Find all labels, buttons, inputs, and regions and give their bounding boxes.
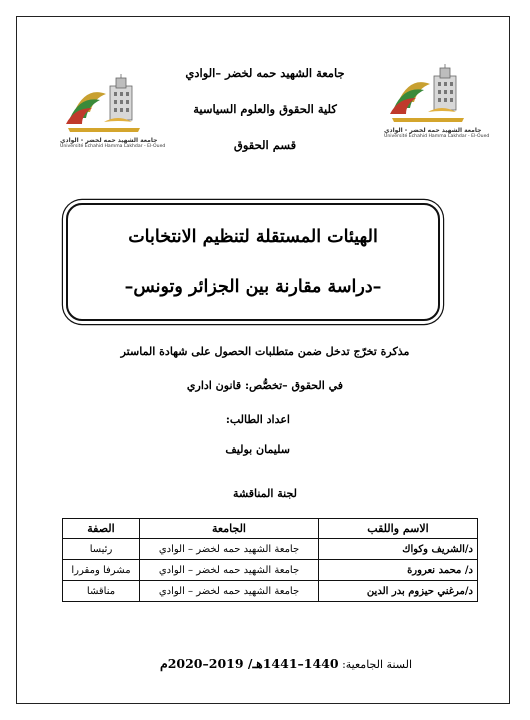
university-name: جامعة الشهيد حمه لخضر –الوادي: [185, 66, 345, 80]
member-name: د/مرغني حيزوم بدر الدين: [319, 581, 478, 602]
committee-table: [62, 518, 478, 602]
department-name: قسم الحقوق: [233, 138, 297, 152]
academic-year-label: السنة الجامعية:: [342, 658, 412, 671]
memo-purpose: مذكرة تخرّج تدخل ضمن متطلبات الحصول على شهادة الماستر: [120, 345, 410, 358]
member-name: د/ محمد نعرورة: [319, 560, 478, 581]
member-university: جامعة الشهيد حمه لخضر – الوادي: [140, 581, 319, 602]
logo-caption-fr: Université Echahid Hamma Lakhdar - El-Oued: [60, 144, 166, 149]
thesis-title: الهيئات المستقلة لتنظيم الانتخابات: [128, 227, 378, 247]
member-name: د/الشريف وكواك: [319, 539, 478, 560]
university-logo-left: [60, 72, 166, 150]
column-header-name: الاسم واللقب: [319, 519, 478, 539]
member-role: مشرفا ومقررا: [63, 560, 140, 581]
academic-year: [160, 656, 412, 671]
table-row: [63, 581, 478, 602]
table-row: [63, 560, 478, 581]
member-role: رئيسا: [63, 539, 140, 560]
logo-caption-ar: جامعة الشهيد حمه لخضر - الوادي: [384, 127, 482, 134]
student-name: سليمان بوليف: [225, 443, 290, 456]
university-emblem-icon: [384, 62, 472, 128]
title-box: [66, 203, 440, 321]
member-university: جامعة الشهيد حمه لخضر – الوادي: [140, 539, 319, 560]
university-logo-right: [384, 62, 490, 140]
thesis-subtitle: –دراسة مقارنة بين الجزائر وتونس–: [124, 277, 382, 297]
memo-field: في الحقوق –تخصُّص: قانون اداري: [186, 379, 344, 392]
table-header-row: [63, 519, 478, 539]
table-row: [63, 539, 478, 560]
column-header-role: الصفة: [63, 519, 140, 539]
member-university: جامعة الشهيد حمه لخضر – الوادي: [140, 560, 319, 581]
logo-caption-ar: جامعة الشهيد حمه لخضر - الوادي: [60, 137, 158, 144]
member-role: مناقشا: [63, 581, 140, 602]
academic-year-value: 1440–1441هـ/ 2019–2020م: [159, 656, 339, 671]
student-label: اعداد الطالب:: [225, 413, 290, 426]
faculty-name: كلية الحقوق والعلوم السياسية: [193, 102, 337, 116]
committee-title: لجنة المناقشة: [233, 487, 297, 500]
university-emblem-icon: [60, 72, 148, 138]
column-header-university: الجامعة: [140, 519, 319, 539]
logo-caption-fr: Université Echahid Hamma Lakhdar - El-Oued: [384, 134, 490, 139]
